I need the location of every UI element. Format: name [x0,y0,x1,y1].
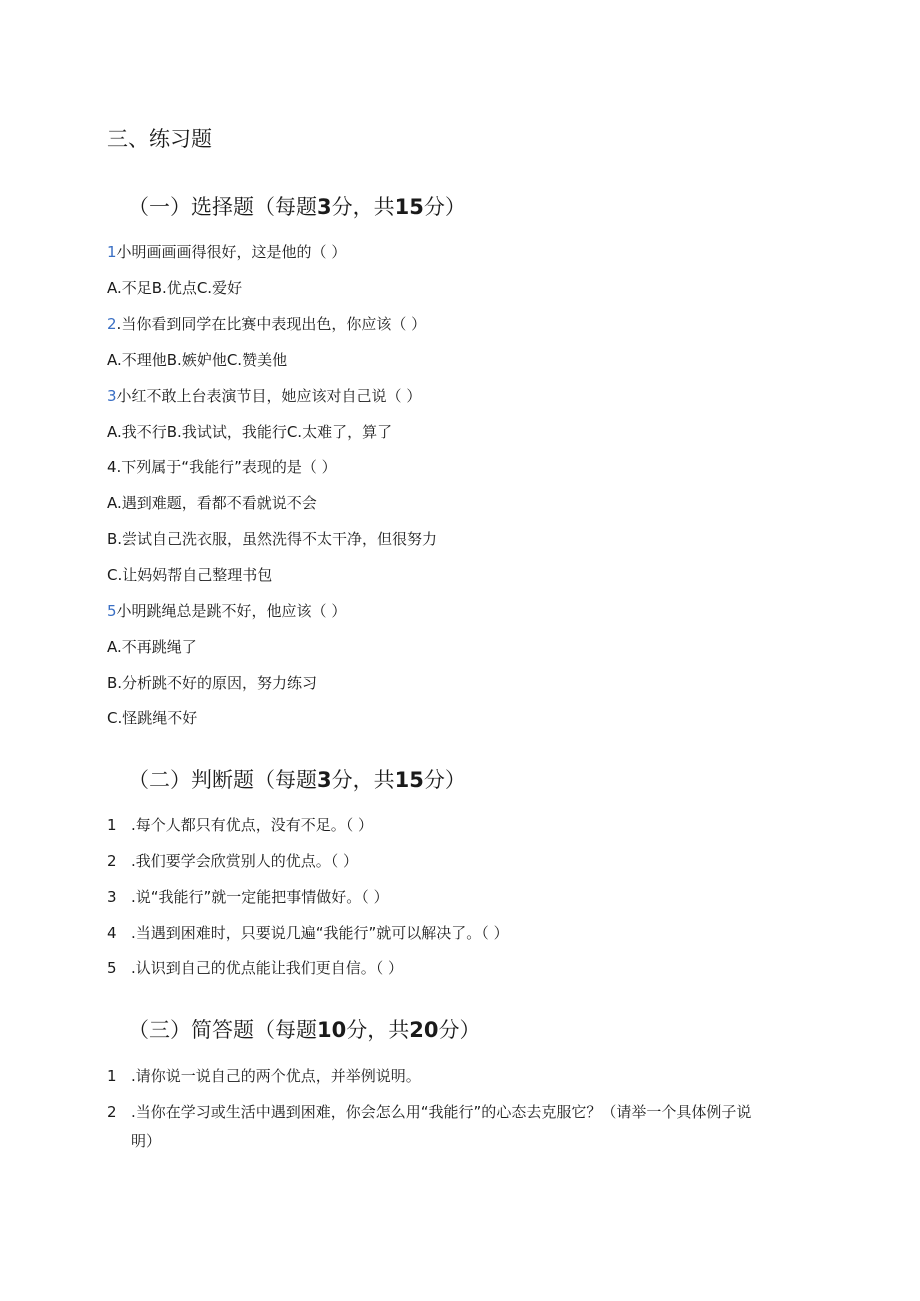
part1-total: 15 [394,195,424,219]
section-title: 三、练习题 [107,127,212,151]
choice-q4: 4.下列属于“我能行”表现的是（ ） [107,458,337,476]
choice-q4-option-a: A.遇到难题，看都不看就说不会 [107,494,317,512]
short-answer-q2-continuation: 明） [131,1132,162,1150]
judge-q1: 1 .每个人都只有优点，没有不足。（ ） [107,816,374,834]
choice-q5-option-a: A.不再跳绳了 [107,638,197,656]
short-answer-q2: 2 .当你在学习或生活中遇到困难，你会怎么用“我能行”的心态去克服它？（请举一个具体例子说 [107,1103,752,1121]
choice-q3-options: A.我不行B.我试试，我能行C.太难了，算了 [107,423,393,441]
part1-heading-end: 分） [423,195,466,219]
choice-q2-options: A.不理他B.嫉妒他C.赞美他 [107,351,288,369]
part1-points: 3 [317,195,332,219]
judge-q2: 2 .我们要学会欣赏别人的优点。（ ） [107,852,359,870]
choice-q4-option-b: B.尝试自己洗衣服，虽然洗得不太干净，但很努力 [107,530,438,548]
judge-q5: 5 .认识到自己的优点能让我们更自信。（ ） [107,959,404,977]
choice-q4-option-c: C.让妈妈帮自己整理书包 [107,566,273,584]
part2-heading-end: 分） [423,768,466,792]
choice-q1: 1小明画画画得很好，这是他的（ ） [107,243,347,261]
judge-q4: 4 .当遇到困难时，只要说几遍“我能行”就可以解决了。（ ） [107,924,509,942]
choice-q5-option-c: C.怪跳绳不好 [107,709,198,727]
choice-q3: 3小红不敢上台表演节目，她应该对自己说（ ） [107,387,422,405]
part3-points: 10 [317,1018,347,1042]
part1-heading [128,192,466,222]
part3-heading-mid: 分，共 [346,1018,410,1042]
part3-heading-text: （三）简答题（每题 [128,1018,317,1042]
part1-heading-text: （一）选择题（每题 [128,195,317,219]
part3-heading-end: 分） [438,1018,481,1042]
part2-heading [128,765,466,795]
part2-heading-mid: 分，共 [331,768,395,792]
part2-points: 3 [317,768,332,792]
choice-q5-option-b: B.分析跳不好的原因，努力练习 [107,674,318,692]
judge-q3: 3 .说“我能行”就一定能把事情做好。（ ） [107,888,389,906]
short-answer-q1: 1 .请你说一说自己的两个优点，并举例说明。 [107,1067,421,1085]
part2-total: 15 [394,768,424,792]
choice-q1-options: A.不足B.优点C.爱好 [107,279,243,297]
choice-q2: 2.当你看到同学在比赛中表现出色，你应该（ ） [107,315,427,333]
choice-q5: 5小明跳绳总是跳不好，他应该（ ） [107,602,347,620]
part1-heading-mid: 分，共 [331,195,395,219]
part3-heading [128,1015,480,1045]
part2-heading-text: （二）判断题（每题 [128,768,317,792]
part3-total: 20 [409,1018,439,1042]
